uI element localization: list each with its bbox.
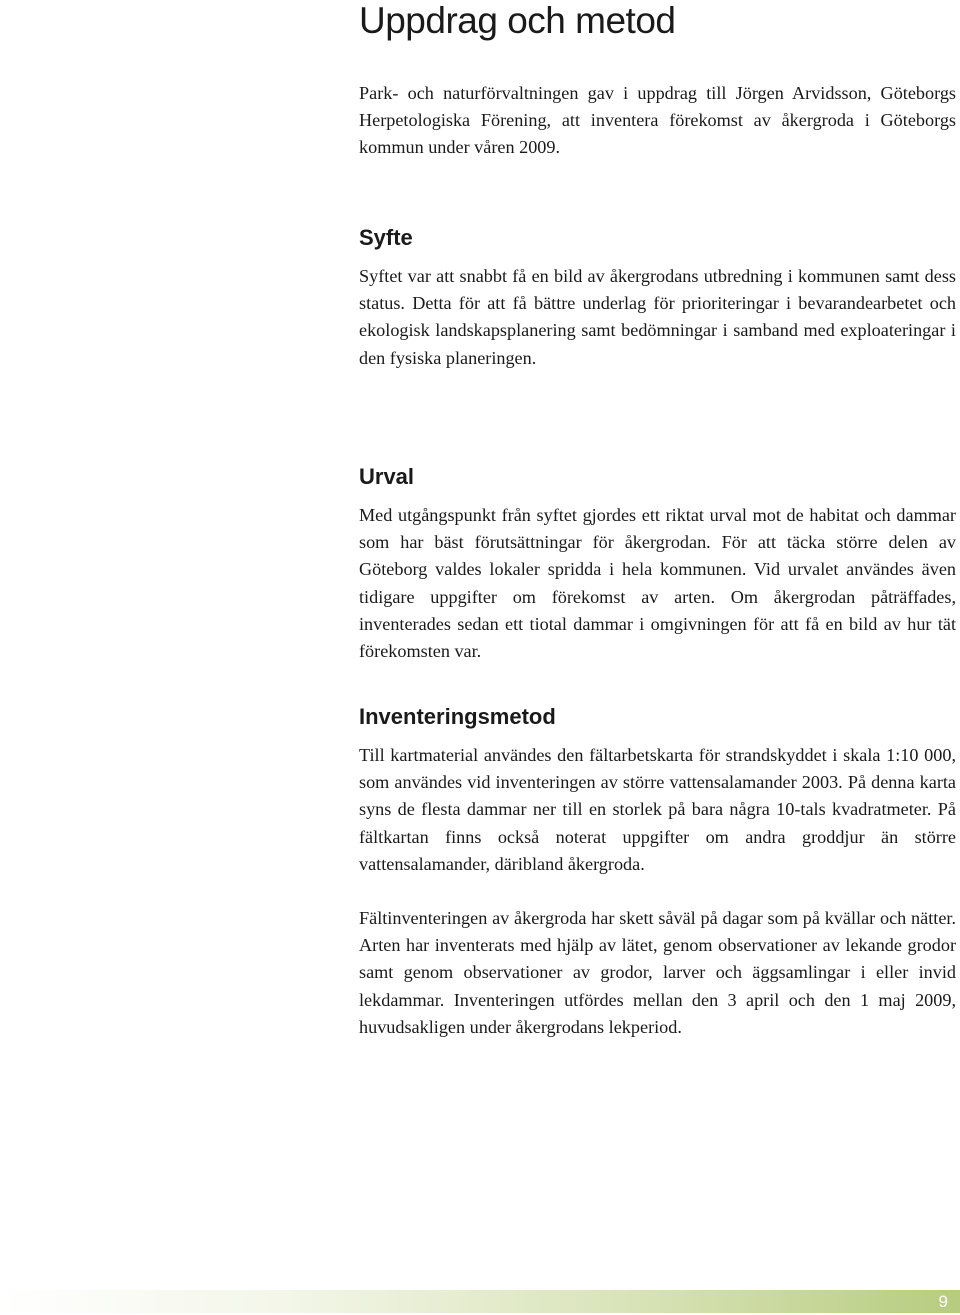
page-title: Uppdrag och metod xyxy=(359,0,676,41)
inventeringsmetod-paragraph-1: Till kartmaterial användes den fältarbetskarta för strandskyddet i skala 1:10 000, som användes vid inventeringen av större vattensalamander 2003. På denna karta syns de flesta dammar ner till en storlek på bara några 10-tals kvadratmeter. På fältkartan finns också noterat uppgifter om andra groddjur än större vattensalamander, däribland åkergroda. xyxy=(359,745,956,874)
footer-bar xyxy=(0,1290,960,1313)
syfte-section xyxy=(359,225,956,372)
syfte-paragraph: Syftet var att snabbt få en bild av åkergrodans utbredning i kommunen samt dess status. Detta för att få bättre underlag för prioriteringar i bevarandearbetet och ekologisk landskapsplanering samt bedömningar i samband med exploateringar i den fysiska planeringen. xyxy=(359,266,956,368)
inventeringsmetod-section xyxy=(359,704,956,1041)
intro-paragraph: Park- och naturförvaltningen gav i uppdrag till Jörgen Arvidsson, Göteborgs Herpetologiska Förening, att inventera förekomst av åkergroda i Göteborgs kommun under våren 2009. xyxy=(359,83,956,158)
page-number: 9 xyxy=(938,1292,948,1311)
inventeringsmetod-heading: Inventeringsmetod xyxy=(359,704,556,729)
urval-heading: Urval xyxy=(359,464,415,489)
inventeringsmetod-paragraph-2: Fältinventeringen av åkergroda har skett såväl på dagar som på kvällar och nätter. Arten har inventerats med hjälp av lätet, genom observationer av lekande grodor samt genom observationer av grodor, larver och äggsamlingar i eller invid lekdammar. Inventeringen utfördes mellan den 3 april och den 1 maj 2009, huvudsakligen under åkergrodans lekperiod. xyxy=(359,908,956,1037)
urval-section xyxy=(359,464,956,665)
intro-section xyxy=(359,80,956,162)
syfte-heading: Syfte xyxy=(359,225,413,250)
urval-paragraph: Med utgångspunkt från syftet gjordes ett riktat urval mot de habitat och dammar som har bäst förutsättningar för åkergrodan. För att täcka större delen av Göteborg valdes lokaler spridda i hela kommunen. Vid urvalet användes även tidigare uppgifter om förekomst av arten. Om åkergrodan påträffades, inventerades sedan ett tiotal dammar i omgivningen för att få en bild av hur tät förekomsten var. xyxy=(359,505,956,662)
